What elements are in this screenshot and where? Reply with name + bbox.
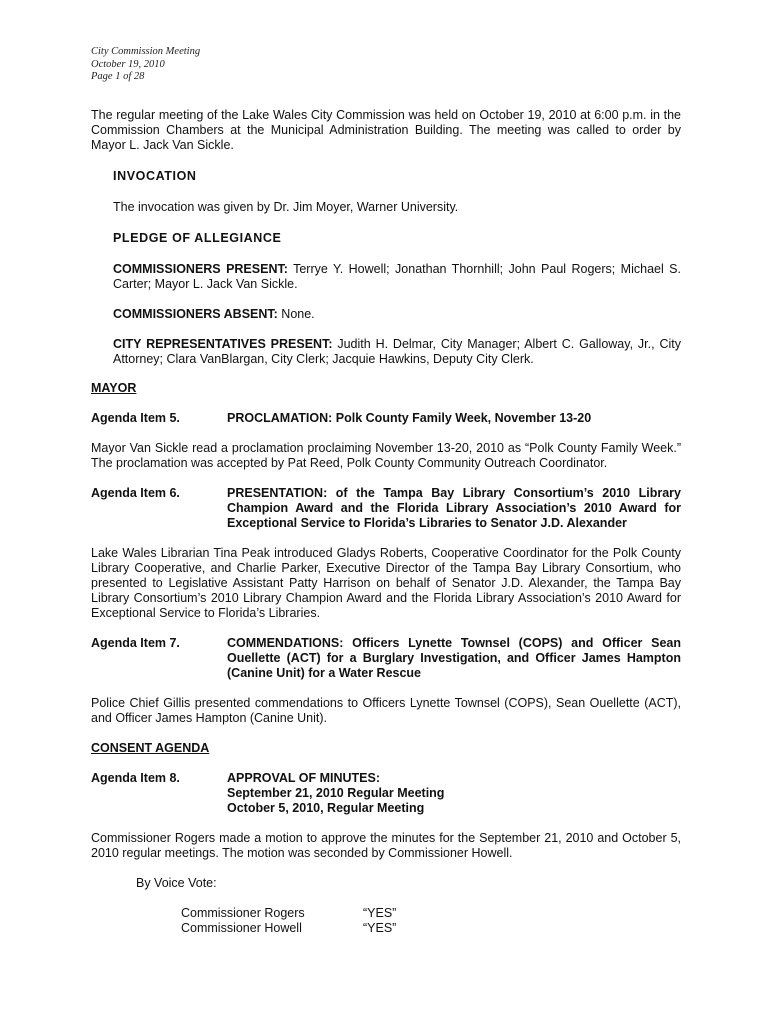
agenda-item-5-text: Mayor Van Sickle read a proclamation proclaiming November 13-20, 2010 as “Polk County Family Week.” The proclamation was accepted by Pat Reed, Polk County Community Outreach Coordinator. (91, 441, 681, 470)
agenda-item-title-line: APPROVAL OF MINUTES: (227, 771, 381, 785)
commissioners-present-label: COMMISSIONERS PRESENT: (113, 262, 288, 276)
vote-row (181, 921, 681, 936)
commissioners-absent (113, 307, 681, 322)
agenda-item-7-text: Police Chief Gillis presented commendations to Officers Lynette Townsel (COPS), Sean Ouellette (ACT), and Officer James Hampton (Canine Unit). (91, 696, 681, 725)
agenda-item-5 (91, 411, 681, 426)
vote-commissioner: Commissioner Rogers (181, 906, 305, 920)
invocation-text: The invocation was given by Dr. Jim Moyer, Warner University. (113, 200, 459, 214)
header-meeting-name: City Commission Meeting (91, 46, 201, 57)
vote-list (91, 906, 681, 936)
city-representatives-label: CITY REPRESENTATIVES PRESENT: (113, 337, 333, 351)
vote-row (181, 906, 681, 921)
agenda-item-title: PROCLAMATION: Polk County Family Week, November 13-20 (227, 411, 592, 425)
commissioners-absent-names: None. (277, 307, 315, 321)
agenda-item-title (227, 771, 681, 816)
intro-paragraph: The regular meeting of the Lake Wales City Commission was held on October 19, 2010 at 6:00 p.m. in the Commission Chambers at the Municipal Administration Building. The meeting was called to order by Mayor L. Jack Van Sickle. (91, 108, 681, 152)
agenda-item-6-text: Lake Wales Librarian Tina Peak introduced Gladys Roberts, Cooperative Coordinator for the Polk County Library Cooperative, and Charlie Parker, Executive Director of the Tampa Bay Library Consortium, who presented to Legislative Assistant Patty Harrison on behalf of Senator J.D. Alexander, the Tampa Bay Library Consortium’s 2010 Library Champion Award and the Florida Library Association’s 2010 Award for Exceptional Service to Florida’s Libraries. (91, 546, 681, 620)
agenda-item-8-text: Commissioner Rogers made a motion to approve the minutes for the September 21, 2010 and October 5, 2010 regular meetings. The motion was seconded by Commissioner Howell. (91, 831, 681, 860)
city-representatives-names: Judith H. Delmar, City Manager; Albert C. Galloway, Jr., City Attorney; Clara VanBlargan, City Clerk; Jacquie Hawkins, Deputy City Clerk. (113, 337, 681, 366)
agenda-item-number: Agenda Item 7. (91, 636, 180, 650)
vote-commissioner: Commissioner Howell (181, 921, 302, 935)
agenda-item-title-line: October 5, 2010, Regular Meeting (227, 801, 425, 815)
consent-agenda-heading: CONSENT AGENDA (91, 741, 210, 755)
commissioners-present-names: Terrye Y. Howell; Jonathan Thornhill; John Paul Rogers; Michael S. Carter; Mayor L. Jack Van Sickle. (113, 262, 681, 291)
pledge-heading: PLEDGE OF ALLEGIANCE (113, 231, 282, 245)
agenda-item-number: Agenda Item 5. (91, 411, 180, 425)
city-representatives (113, 337, 681, 367)
mayor-section-heading: MAYOR (91, 381, 137, 395)
agenda-item-number: Agenda Item 6. (91, 486, 180, 500)
invocation-heading: INVOCATION (113, 169, 197, 183)
agenda-item-6 (91, 486, 681, 531)
vote-value: “YES” (363, 906, 397, 920)
commissioners-absent-label: COMMISSIONERS ABSENT: (113, 307, 278, 321)
agenda-item-number: Agenda Item 8. (91, 771, 180, 785)
agenda-item-7 (91, 636, 681, 681)
vote-value: “YES” (363, 921, 397, 935)
vote-intro: By Voice Vote: (136, 876, 217, 890)
agenda-item-8 (91, 771, 681, 816)
header-page-number: Page 1 of 28 (91, 71, 145, 82)
document-body (91, 108, 681, 936)
header-date: October 19, 2010 (91, 58, 165, 70)
agenda-item-title-line: September 21, 2010 Regular Meeting (227, 786, 445, 800)
commissioners-present (113, 262, 681, 292)
agenda-item-title: COMMENDATIONS: Officers Lynette Townsel (COPS) and Officer Sean Ouellette (ACT) for a Burglary Investigation, and Officer James Hampton (Canine Unit) for a Water Rescue (227, 636, 681, 680)
page-header (91, 46, 200, 84)
agenda-item-title: PRESENTATION: of the Tampa Bay Library Consortium’s 2010 Library Champion Award and the Florida Library Association’s 2010 Award for Exceptional Service to Florida’s Libraries to Senator J.D. Alexander (227, 486, 681, 530)
